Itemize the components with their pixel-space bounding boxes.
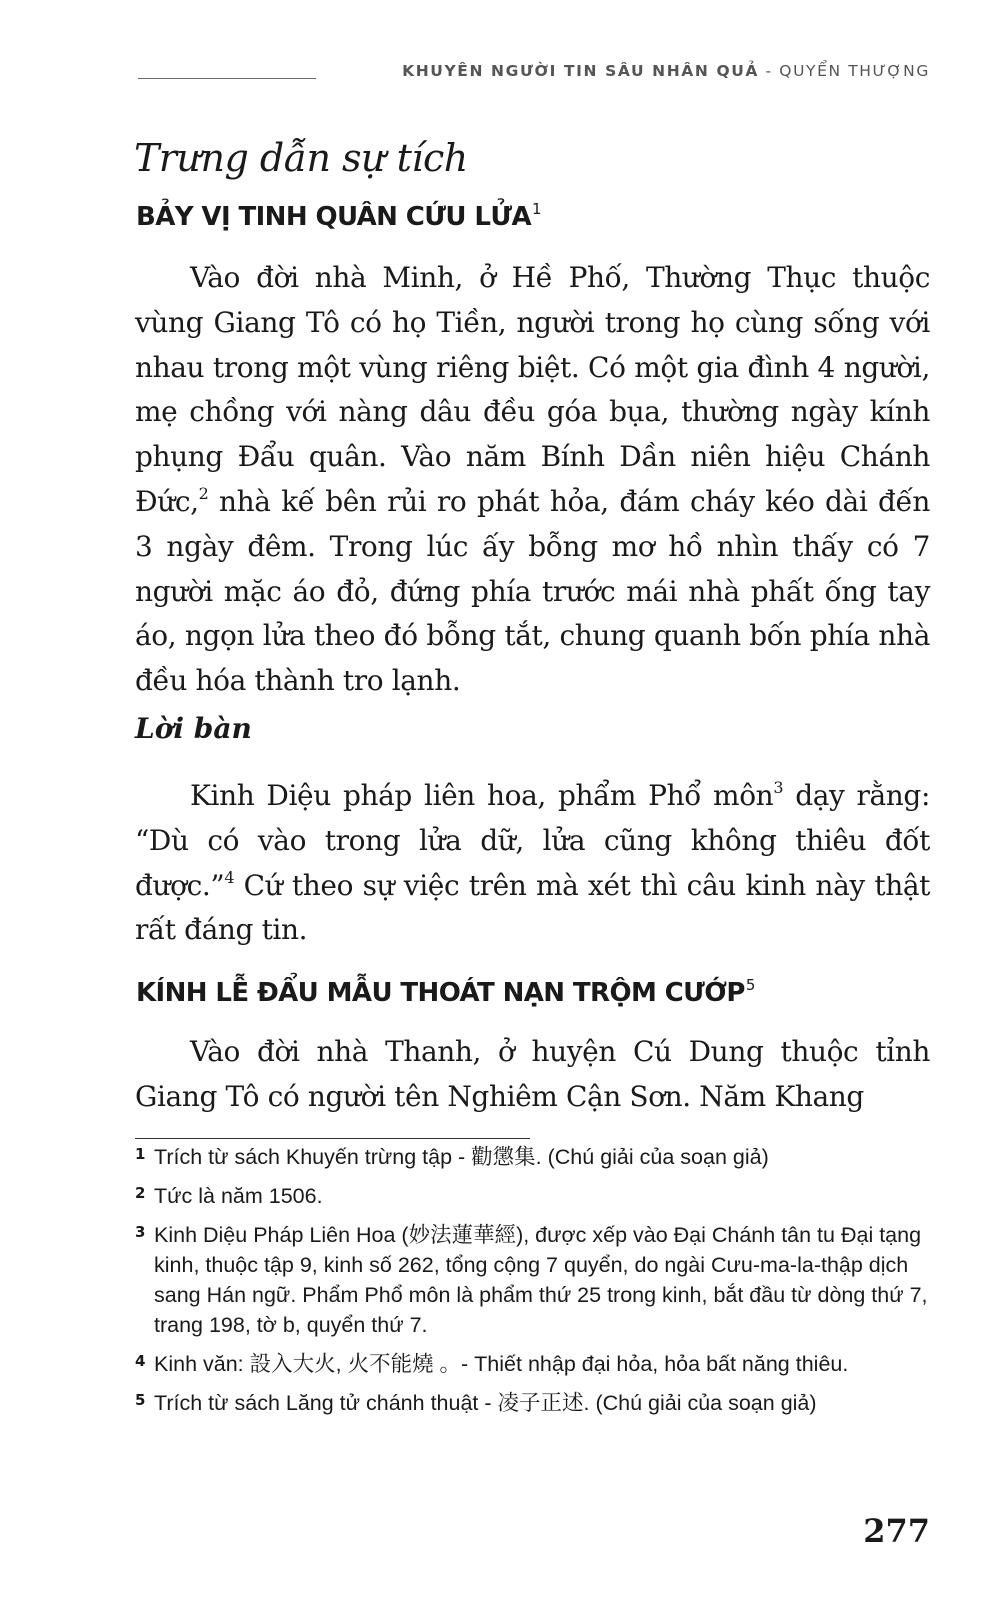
footnote-number: 4	[135, 1352, 146, 1370]
book-title: KHUYÊN NGƯỜI TIN SÂU NHÂN QUẢ	[402, 62, 760, 80]
story1-text-b: nhà kế bên rủi ro phát hỏa, đám cháy kéo dài đến 3 ngày đêm. Trong lúc ấy bỗng mơ hồ nhìn thấy có 7 người mặc áo đỏ, đứng phía trước mái nhà phất ống tay áo, ngọn lửa theo đó bỗng tắt, chung quanh bốn phía nhà đều hóa thành tro lạnh.	[135, 484, 930, 698]
story1-text-a: Vào đời nhà Minh, ở Hề Phố, Thường Thục thuộc vùng Giang Tô có họ Tiền, người trong họ cùng sống với nhau trong một vùng riêng biệt. Có một gia đình 4 người, mẹ chồng với nàng dâu đều góa bụa, thường ngày kính phụng Đẩu quân. Vào năm Bính Dần niên hiệu Chánh Đức,	[135, 261, 930, 518]
footnote-text: Kinh văn: 設入大火, 火不能燒 。- Thiết nhập đại hỏa, hỏa bất năng thiêu.	[154, 1352, 849, 1376]
footnote-number: 5	[135, 1391, 146, 1409]
footnote-ref-4: 4	[224, 867, 235, 887]
footnote-text: Tức là năm 1506.	[154, 1184, 323, 1208]
volume-label: QUYỂN THƯỢNG	[779, 62, 930, 80]
footnote-5	[135, 1388, 930, 1418]
footnote-number: 2	[135, 1184, 146, 1202]
footnote-text: Kinh Diệu Pháp Liên Hoa (妙法蓮華經), được xếp vào Đại Chánh tân tu Đại tạng kinh, thuộc tập 9, kinh số 262, tổng cộng 7 quyển, do ngài Cưu-ma-la-thập dịch sang Hán ngữ. Phẩm Phổ môn là phẩm thứ 25 trong kinh, bắt đầu từ dòng thứ 7, trang 198, tờ b, quyển thứ 7.	[154, 1223, 928, 1337]
commentary-text-b: dạy rằng: “Dù có vào trong lửa dữ, lửa cũng không thiêu đốt được.”	[135, 779, 930, 902]
footnote-rule	[135, 1138, 530, 1139]
running-header	[138, 62, 930, 86]
footnote-ref-5: 5	[745, 976, 755, 994]
story2-paragraph: Vào đời nhà Thanh, ở huyện Cú Dung thuộc tỉnh Giang Tô có người tên Nghiêm Cận Sơn. Năm Khang	[135, 1035, 930, 1113]
section-title: Trưng dẫn sự tích	[134, 136, 468, 180]
header-rule	[138, 78, 316, 79]
commentary-text-a: Kinh Diệu pháp liên hoa, phẩm Phổ môn	[190, 779, 774, 812]
footnote-number: 1	[135, 1145, 146, 1163]
story2-heading-text: KÍNH LỄ ĐẨU MẪU THOÁT NẠN TRỘM CƯỚP	[136, 978, 745, 1008]
footnote-ref-3: 3	[773, 778, 784, 797]
header-separator: -	[759, 62, 780, 80]
page-number: 277	[863, 1512, 930, 1550]
footnote-3	[135, 1220, 930, 1340]
running-header-text	[402, 62, 930, 80]
commentary-paragraph	[135, 774, 930, 953]
commentary-heading: Lời bàn	[135, 712, 252, 745]
footnote-4	[135, 1349, 930, 1379]
story1-paragraph	[135, 256, 930, 704]
footnote-text: Trích từ sách Lăng tử chánh thuật - 凌子正述. (Chú giải của soạn giả)	[154, 1391, 817, 1415]
story1-heading	[136, 200, 541, 232]
story2-heading	[136, 976, 755, 1008]
story1-heading-text: BẢY VỊ TINH QUÂN CỨU LỬA	[136, 202, 531, 232]
footnote-text: Trích từ sách Khuyến trừng tập - 勸懲集. (Chú giải của soạn giả)	[154, 1145, 769, 1169]
footnote-1	[135, 1142, 930, 1172]
footnotes	[135, 1142, 930, 1427]
commentary-text-c: Cứ theo sự việc trên mà xét thì câu kinh này thật rất đáng tin.	[135, 868, 930, 947]
footnote-ref-2: 2	[198, 483, 209, 503]
footnote-number: 3	[135, 1223, 146, 1241]
footnote-ref-1: 1	[531, 200, 541, 218]
footnote-2	[135, 1181, 930, 1211]
